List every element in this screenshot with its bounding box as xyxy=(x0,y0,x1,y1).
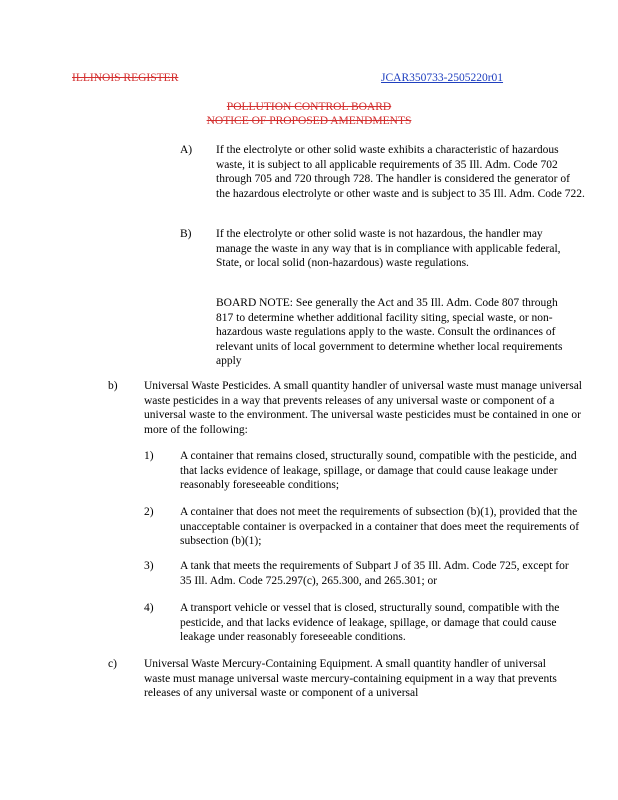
item-text: If the electrolyte or other solid waste exhibits a characteristic of hazardous waste, it is subject to all applicable requirements of 35 Ill. Adm. Code 702 through 705 and 720 through 728. The handler is considered the generator of the hazardous electrolyte or other waste and is subject to 35 Ill. Adm. Code 722. xyxy=(216,144,585,200)
item-text: If the electrolyte or other solid waste is not hazardous, the handler may manage the waste in any way that is in compliance with applicable federal, State, or local solid (non-hazardous) waste regulations. xyxy=(216,228,561,270)
item-text: Universal Waste Pesticides. A small quantity handler of universal waste must manage universal waste pesticides in a way that prevents releases of any universal waste or component of a universal waste to the environment. The universal waste pesticides must be contained in one or more of the following: xyxy=(144,380,582,436)
item-label: B) xyxy=(180,228,192,240)
item-text: A container that does not meet the requirements of subsection (b)(1), provided that the unacceptable container is overpacked in a container that does meet the requirements of subsection (b)(1); xyxy=(180,506,580,548)
item-text: Universal Waste Mercury-Containing Equipment. A small quantity handler of universal waste must manage universal waste mercury-containing equipment in a way that prevents releases of any universal waste or component of a universal xyxy=(144,658,557,700)
item-label: 3) xyxy=(144,560,154,572)
item-label: b) xyxy=(108,380,118,392)
title-pollution-control-board: POLLUTION CONTROL BOARD xyxy=(226,101,392,113)
item-label: 4) xyxy=(144,602,154,614)
item-label: 1) xyxy=(144,450,154,462)
item-label: 2) xyxy=(144,506,154,518)
board-note: BOARD NOTE: See generally the Act and 35 Ill. Adm. Code 807 through 817 to determine whether additional facility siting, special waste, or non-hazardous waste regulations apply to the waste. Consult the ordinances of relevant units of local government to determine whether local requirements apply xyxy=(216,297,563,368)
item-text: A transport vehicle or vessel that is closed, structurally sound, compatible with the pesticide, and that lacks evidence of leakage, spillage, or damage that could cause leakage under reasonably foreseeable conditions. xyxy=(180,602,560,644)
item-label: c) xyxy=(108,658,117,670)
item-text: A container that remains closed, structurally sound, compatible with the pesticide, and that lacks evidence of leakage, spillage, or damage that could cause leakage under reasonably foreseeable conditions; xyxy=(180,450,577,492)
title-notice-of-proposed-amendments: NOTICE OF PROPOSED AMENDMENTS xyxy=(206,115,412,127)
header-left: ILLINOIS REGISTER xyxy=(72,72,179,84)
item-label: A) xyxy=(180,144,193,156)
header-right[interactable]: JCAR350733-2505220r01 xyxy=(381,72,504,84)
item-text: A tank that meets the requirements of Subpart J of 35 Ill. Adm. Code 725, except for 35 Ill. Adm. Code 725.297(c), 265.300, and 265.301; or xyxy=(180,560,569,587)
